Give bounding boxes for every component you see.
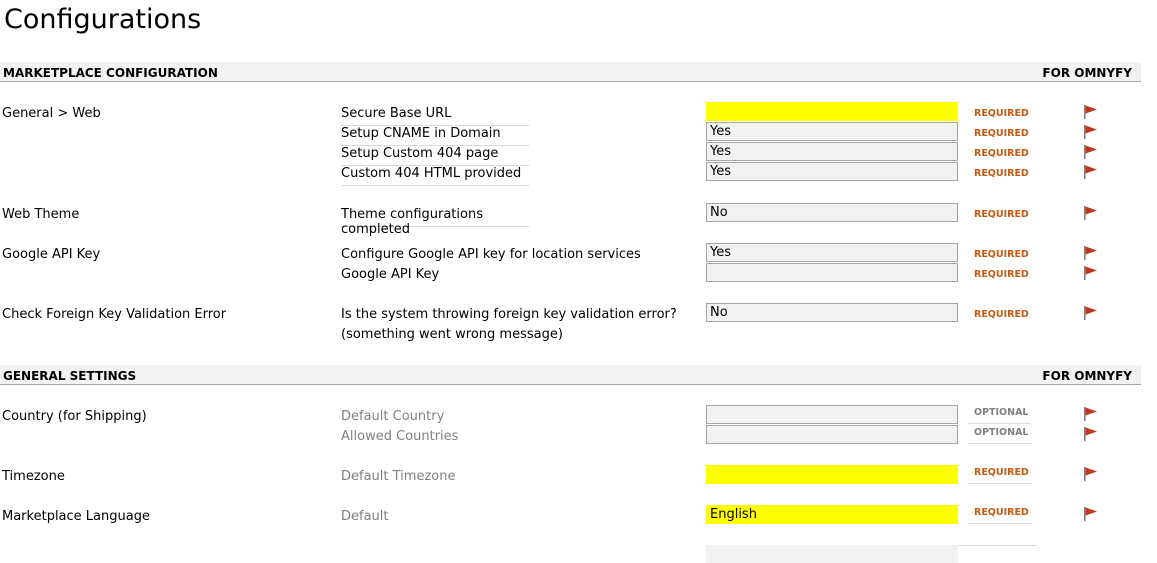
flag-icon[interactable] — [1083, 406, 1099, 422]
label-fk-note: (something went wrong message) — [341, 327, 563, 342]
flag-icon[interactable] — [1083, 124, 1099, 140]
setup-cname-field[interactable]: Yes — [706, 122, 958, 141]
google-api-key-field[interactable] — [706, 263, 958, 282]
status-required: REQUIRED — [968, 507, 1031, 524]
default-country-field[interactable] — [706, 405, 958, 424]
allowed-countries-field[interactable] — [706, 425, 958, 444]
status-required: REQUIRED — [974, 148, 1029, 159]
empty-field — [706, 545, 958, 563]
custom-404-html-field[interactable]: Yes — [706, 162, 958, 181]
label-secure-base-url: Secure Base URL — [341, 106, 529, 126]
label-google-api-key: Google API Key — [341, 267, 440, 282]
status-required: REQUIRED — [974, 249, 1029, 260]
custom-404-page-field[interactable]: Yes — [706, 142, 958, 161]
default-language-field[interactable]: English — [706, 505, 958, 524]
theme-config-field[interactable]: No — [706, 203, 958, 222]
section-title: GENERAL SETTINGS — [3, 369, 137, 383]
section-header-general — [0, 365, 1141, 385]
label-custom-404-html: Custom 404 HTML provided — [341, 166, 529, 186]
label-default-language: Default — [341, 509, 389, 524]
fk-error-field[interactable]: No — [706, 303, 958, 322]
group-general-web: General > Web — [2, 106, 101, 121]
label-default-country: Default Country — [341, 409, 445, 424]
label-default-timezone: Default Timezone — [341, 469, 456, 484]
default-timezone-field[interactable] — [706, 465, 958, 484]
section-owner: FOR OMNYFY — [1042, 66, 1132, 80]
flag-icon[interactable] — [1083, 466, 1099, 482]
status-required: REQUIRED — [974, 309, 1029, 320]
label-configure-google-api: Configure Google API key for location services — [341, 247, 641, 262]
label-custom-404-page: Setup Custom 404 page — [341, 146, 529, 166]
group-fk-check: Check Foreign Key Validation Error — [2, 307, 227, 322]
label-theme-config: Theme configurations completed — [341, 207, 529, 227]
group-timezone: Timezone — [2, 469, 65, 484]
status-optional: OPTIONAL — [968, 407, 1031, 424]
status-required: REQUIRED — [968, 467, 1031, 484]
flag-icon[interactable] — [1083, 164, 1099, 180]
group-web-theme: Web Theme — [2, 207, 80, 222]
flag-icon[interactable] — [1083, 205, 1099, 221]
flag-icon[interactable] — [1083, 426, 1099, 442]
section-owner: FOR OMNYFY — [1042, 369, 1132, 383]
status-required: REQUIRED — [974, 168, 1029, 179]
label-allowed-countries: Allowed Countries — [341, 429, 459, 444]
status-required: REQUIRED — [974, 128, 1029, 139]
group-language: Marketplace Language — [2, 509, 150, 524]
flag-icon[interactable] — [1083, 144, 1099, 160]
secure-base-url-field[interactable] — [706, 102, 958, 121]
flag-icon[interactable] — [1083, 245, 1099, 261]
flag-icon[interactable] — [1083, 104, 1099, 120]
page-title: Configurations — [4, 4, 202, 35]
row-divider — [958, 545, 1037, 546]
section-header-marketplace — [0, 62, 1141, 82]
label-fk-question: Is the system throwing foreign key validation error? — [341, 307, 677, 322]
status-required: REQUIRED — [974, 209, 1029, 220]
status-required: REQUIRED — [974, 108, 1029, 119]
configure-google-api-field[interactable]: Yes — [706, 243, 958, 262]
status-optional: OPTIONAL — [968, 427, 1031, 444]
group-country: Country (for Shipping) — [2, 409, 147, 424]
flag-icon[interactable] — [1083, 305, 1099, 321]
section-title: MARKETPLACE CONFIGURATION — [3, 66, 218, 80]
flag-icon[interactable] — [1083, 506, 1099, 522]
label-setup-cname: Setup CNAME in Domain — [341, 126, 529, 146]
status-required: REQUIRED — [974, 269, 1029, 280]
group-google-api: Google API Key — [2, 247, 101, 262]
flag-icon[interactable] — [1083, 265, 1099, 281]
